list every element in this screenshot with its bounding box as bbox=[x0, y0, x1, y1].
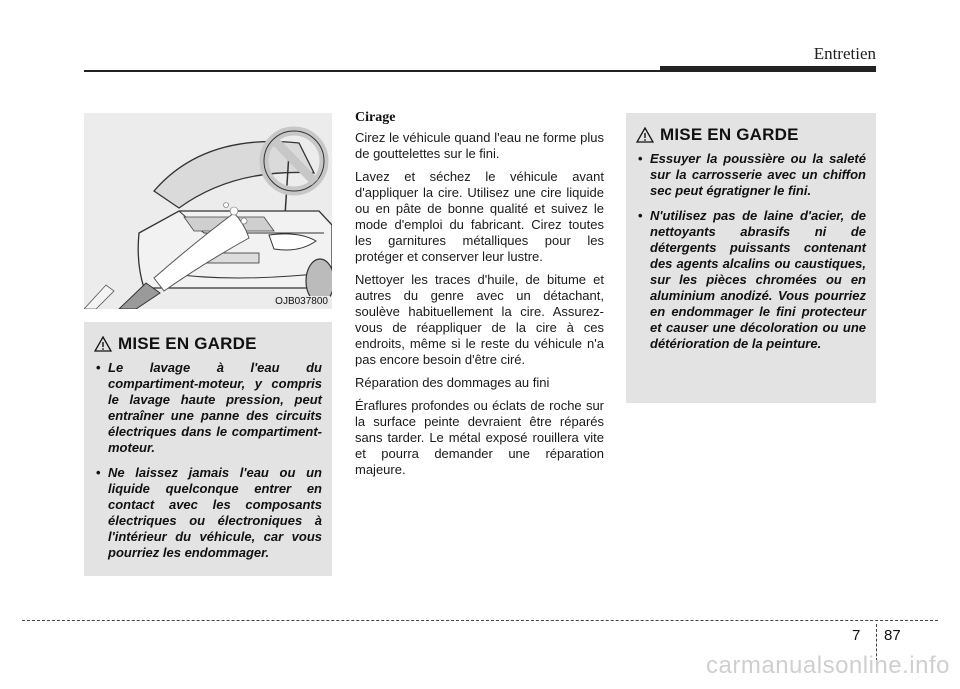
paragraph: Nettoyer les traces d'huile, de bitume et autres du genre avec un détachant, soulève habituellement la cire. Assurez-vous de réappliquer de la cire à ces endroits, même si le reste du véhicule n'a pas encore besoin d'être ciré. bbox=[355, 272, 604, 367]
header-rule-thin bbox=[84, 70, 660, 72]
warning-item: • Le lavage à l'eau du compartiment-moteur, y compris le lavage haute pression, peut entraîner une panne des circuits électriques dans le compartiment-moteur. bbox=[94, 360, 322, 456]
footer-dashed-rule bbox=[22, 620, 938, 621]
warning-box-left bbox=[84, 322, 332, 576]
page-number: 87 bbox=[884, 627, 901, 644]
paragraph: Lavez et séchez le véhicule avant d'appliquer la cire. Utilisez une cire liquide ou en pâte de bonne qualité et suivez le mode d'emploi du fabricant. Cirez toutes les garnitures métalliques pour les protéger et conserver leur lustre. bbox=[355, 169, 604, 264]
engine-washing-illustration bbox=[84, 113, 332, 309]
page-header-title: Entretien bbox=[813, 44, 876, 63]
warning-header bbox=[94, 334, 322, 354]
warning-header bbox=[636, 125, 866, 145]
paragraph: Cirez le véhicule quand l'eau ne forme plus de gouttelettes sur le fini. bbox=[355, 130, 604, 161]
warning-title: MISE EN GARDE bbox=[118, 334, 257, 353]
warning-triangle-icon bbox=[94, 336, 112, 352]
warning-list bbox=[94, 360, 322, 561]
section-title: Cirage bbox=[355, 110, 396, 125]
warning-box-right bbox=[626, 113, 876, 403]
warning-title: MISE EN GARDE bbox=[660, 125, 799, 144]
figure-code: OJB037800 bbox=[275, 296, 328, 307]
header-rule-thick bbox=[660, 66, 876, 72]
warning-item: • Ne laissez jamais l'eau ou un liquide quelconque entrer en contact avec les composants électriques ou électroniques à l'intérieur du véhicule, car vous pourriez les endommager. bbox=[94, 465, 322, 561]
watermark-text: carmanualsonline.info bbox=[706, 652, 950, 679]
main-text-column bbox=[355, 110, 604, 485]
illustration-svg bbox=[84, 113, 332, 309]
paragraph: Éraflures profondes ou éclats de roche sur la surface peinte devraient être réparés sans tarder. Le métal exposé rouillera vite et pourra demander une réparation majeure. bbox=[355, 398, 604, 477]
chapter-number: 7 bbox=[852, 627, 861, 644]
warning-triangle-icon bbox=[636, 127, 654, 143]
warning-item: • Essuyer la poussière ou la saleté sur la carrosserie avec un chiffon sec peut égratigner le fini. bbox=[636, 151, 866, 199]
subheading: Réparation des dommages au fini bbox=[355, 375, 550, 390]
warning-list bbox=[636, 151, 866, 352]
warning-item: • N'utilisez pas de laine d'acier, de nettoyants abrasifs ni de détergents puissants contenant des agents alcalins ou caustiques, sur les pièces chromées ou en aluminium anodizé. Vous pourriez en endommager le fini protecteur et causer une décoloration ou une détérioration de la peinture. bbox=[636, 208, 866, 352]
